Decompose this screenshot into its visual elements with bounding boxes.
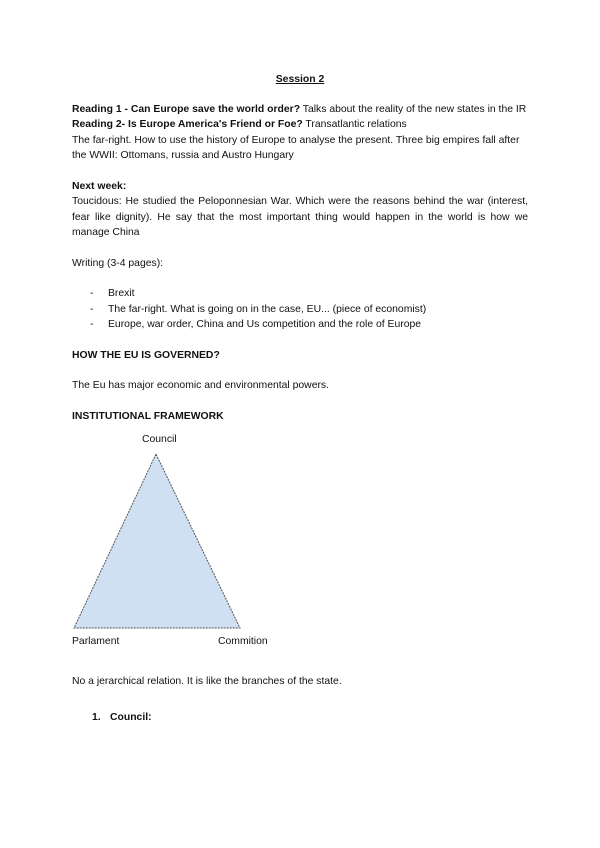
list-item [72,302,528,318]
reading-2-label: Reading 2- Is Europe America's Friend or Foe? [72,119,303,130]
list-item-text: Brexit [108,288,135,299]
council-label: Council [142,434,177,445]
framework-heading: INSTITUTIONAL FRAMEWORK [72,410,224,422]
session-title: Session 2 [275,74,325,85]
bullet-dash: - [90,288,94,299]
list-item [72,317,528,333]
document-content [72,72,528,725]
numbered-label: Council: [110,711,152,723]
bullet-dash: - [90,303,94,315]
powers-text: The Eu has major economic and environmental powers. [72,380,330,391]
relation-text: No a jerarchical relation. It is like the branches of the state. [72,676,342,687]
next-week-text: Toucidous: He studied the Peloponnesian War. Which were the reasons behind the war (interest, fear like dignity). He say that the most important thing would happen in the world is how we manage China [72,196,528,238]
list-item-text: Europe, war order, China and Us competition and the role of Europe [108,319,422,330]
spacer [72,241,528,256]
spacer [72,164,528,179]
institutional-triangle-diagram [72,432,528,662]
triangle-svg [72,432,528,662]
numbered-heading-council [72,710,528,726]
spacer [72,271,528,286]
reading-1-text: Talks about the reality of the new states in the IR [300,103,527,115]
reading-1-line [72,102,528,118]
list-item [72,286,528,302]
commition-label: Commition [218,636,268,647]
spacer [72,363,528,378]
spacer [72,333,528,348]
spacer [72,394,528,409]
writing-list [72,286,528,333]
reading-2-text: Transatlantic relations [302,119,407,130]
far-right-paragraph: The far-right. How to use the history of Europe to analyse the present. Three big empires fall after the WWII: Ottomans, russia and Austro Hungary [72,134,520,161]
reading-1-label: Reading 1 - Can Europe save the world order? [72,103,301,115]
triangle-shape [74,454,240,628]
list-item-text: The far-right. What is going on in the case, EU... (piece of economist) [108,303,427,315]
reading-2-line [72,117,528,133]
list-number: 1. [92,711,101,723]
next-week-label: Next week: [72,180,127,192]
writing-label: Writing (3-4 pages): [72,257,164,269]
parlament-label: Parlament [72,636,120,647]
governed-heading: HOW THE EU IS GOVERNED? [72,349,220,361]
bullet-dash: - [90,319,94,330]
